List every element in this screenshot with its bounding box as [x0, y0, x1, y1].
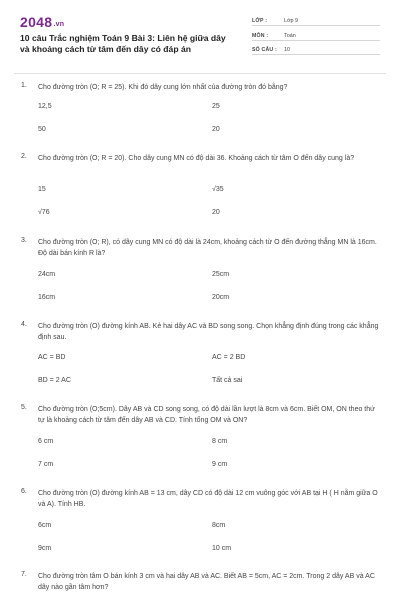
question-text: Cho đường tròn (O;5cm). Dây AB và CD song song, có độ dài lần lượt là 8cm và 6cm. Biết OM, ON theo thứ tự là khoảng cách từ tâm đến dây AB và CD. Tính tổng OM và ON?	[38, 406, 375, 424]
answer-option-c[interactable]: 7 cm	[38, 461, 54, 468]
logo-main: 2048	[20, 14, 53, 30]
answer-option-c[interactable]: 16cm	[38, 294, 56, 301]
answer-option-d[interactable]: 20	[212, 126, 220, 133]
question-number: 1.	[21, 82, 27, 89]
question-text: Cho đường tròn tâm O bán kính 3 cm và hai dây AB và AC. Biết AB = 5cm, AC = 2cm. Trong 2 dây AB và AC dây nào gần tâm hơn?	[38, 573, 375, 591]
question-number: 7.	[21, 571, 27, 578]
meta-key: SỐ CÂU :	[252, 46, 277, 53]
answer-option-a[interactable]: 6 cm	[38, 438, 54, 445]
question-text: Cho đường tròn (O) đường kính AB. Kẻ hai dây AC và BD song song. Chọn khẳng định đúng trong các khẳng định sau.	[38, 323, 379, 341]
document-header	[0, 0, 400, 70]
meta-value: 10	[284, 46, 290, 53]
answer-option-c[interactable]: 50	[38, 126, 46, 133]
meta-key: MÔN :	[252, 32, 269, 39]
meta-value: Toán	[284, 32, 296, 39]
answer-option-c[interactable]: BD = 2 AC	[38, 377, 71, 384]
answer-option-b[interactable]: 8 cm	[212, 438, 228, 445]
answer-option-b[interactable]: 25	[212, 103, 220, 110]
answer-option-a[interactable]: AC = BD	[38, 354, 66, 361]
answer-option-d[interactable]: 10 cm	[212, 545, 232, 552]
answer-option-c[interactable]: 9cm	[38, 545, 52, 552]
question-number: 2.	[21, 153, 27, 160]
question-number: 6.	[21, 488, 27, 495]
answer-option-a[interactable]: 12,5	[38, 103, 52, 110]
question-text: Cho đường tròn (O; R = 20). Cho dây cung MN có độ dài 36. Khoảng cách từ tâm O đến dây cung là?	[38, 155, 355, 162]
answer-option-b[interactable]: AC = 2 BD	[212, 354, 246, 361]
meta-value: Lớp 9	[284, 18, 299, 25]
answer-option-d[interactable]: 9 cm	[212, 461, 228, 468]
meta-row-grade	[252, 14, 380, 26]
logo-domain: .vn	[53, 21, 65, 28]
site-logo[interactable]	[20, 14, 64, 30]
meta-table	[252, 14, 380, 57]
answer-option-a[interactable]: 6cm	[38, 522, 52, 529]
question-number: 5.	[21, 404, 27, 411]
answer-option-d[interactable]: 20	[212, 209, 220, 216]
meta-key: LỚP :	[252, 18, 268, 25]
header-divider	[14, 73, 386, 74]
meta-row-subject	[252, 28, 380, 40]
answer-option-b[interactable]: 8cm	[212, 522, 226, 529]
answer-option-a[interactable]: 24cm	[38, 271, 56, 278]
answer-option-b[interactable]: 25cm	[212, 271, 230, 278]
question-text: Cho đường tròn (O; R), có dây cung MN có độ dài là 24cm, khoảng cách từ O đến đường thẳng MN là 16cm. Độ dài bán kính R là?	[38, 239, 377, 257]
question-text: Cho đường tròn (O) đường kính AB = 13 cm, dây CD có độ dài 12 cm vuông góc với AB tại H ( H nằm giữa O và A). Tính HB.	[38, 490, 378, 508]
document-title: 10 câu Trắc nghiệm Toán 9 Bài 3: Liên hệ giữa dây và khoảng cách từ tâm đến dây có đáp án	[20, 33, 226, 54]
answer-option-d[interactable]: Tất cả sai	[212, 377, 243, 384]
question-number: 4.	[21, 321, 27, 328]
answer-option-c[interactable]: √76	[38, 209, 50, 216]
question-text: Cho đường tròn (O; R = 25). Khi đó dây cung lớn nhất của đường tròn đó bằng?	[38, 84, 288, 91]
answer-option-a[interactable]: 15	[38, 186, 46, 193]
meta-row-count	[252, 43, 380, 55]
question-number: 3.	[21, 237, 27, 244]
answer-option-b[interactable]: √35	[212, 186, 224, 193]
answer-option-d[interactable]: 20cm	[212, 294, 230, 301]
